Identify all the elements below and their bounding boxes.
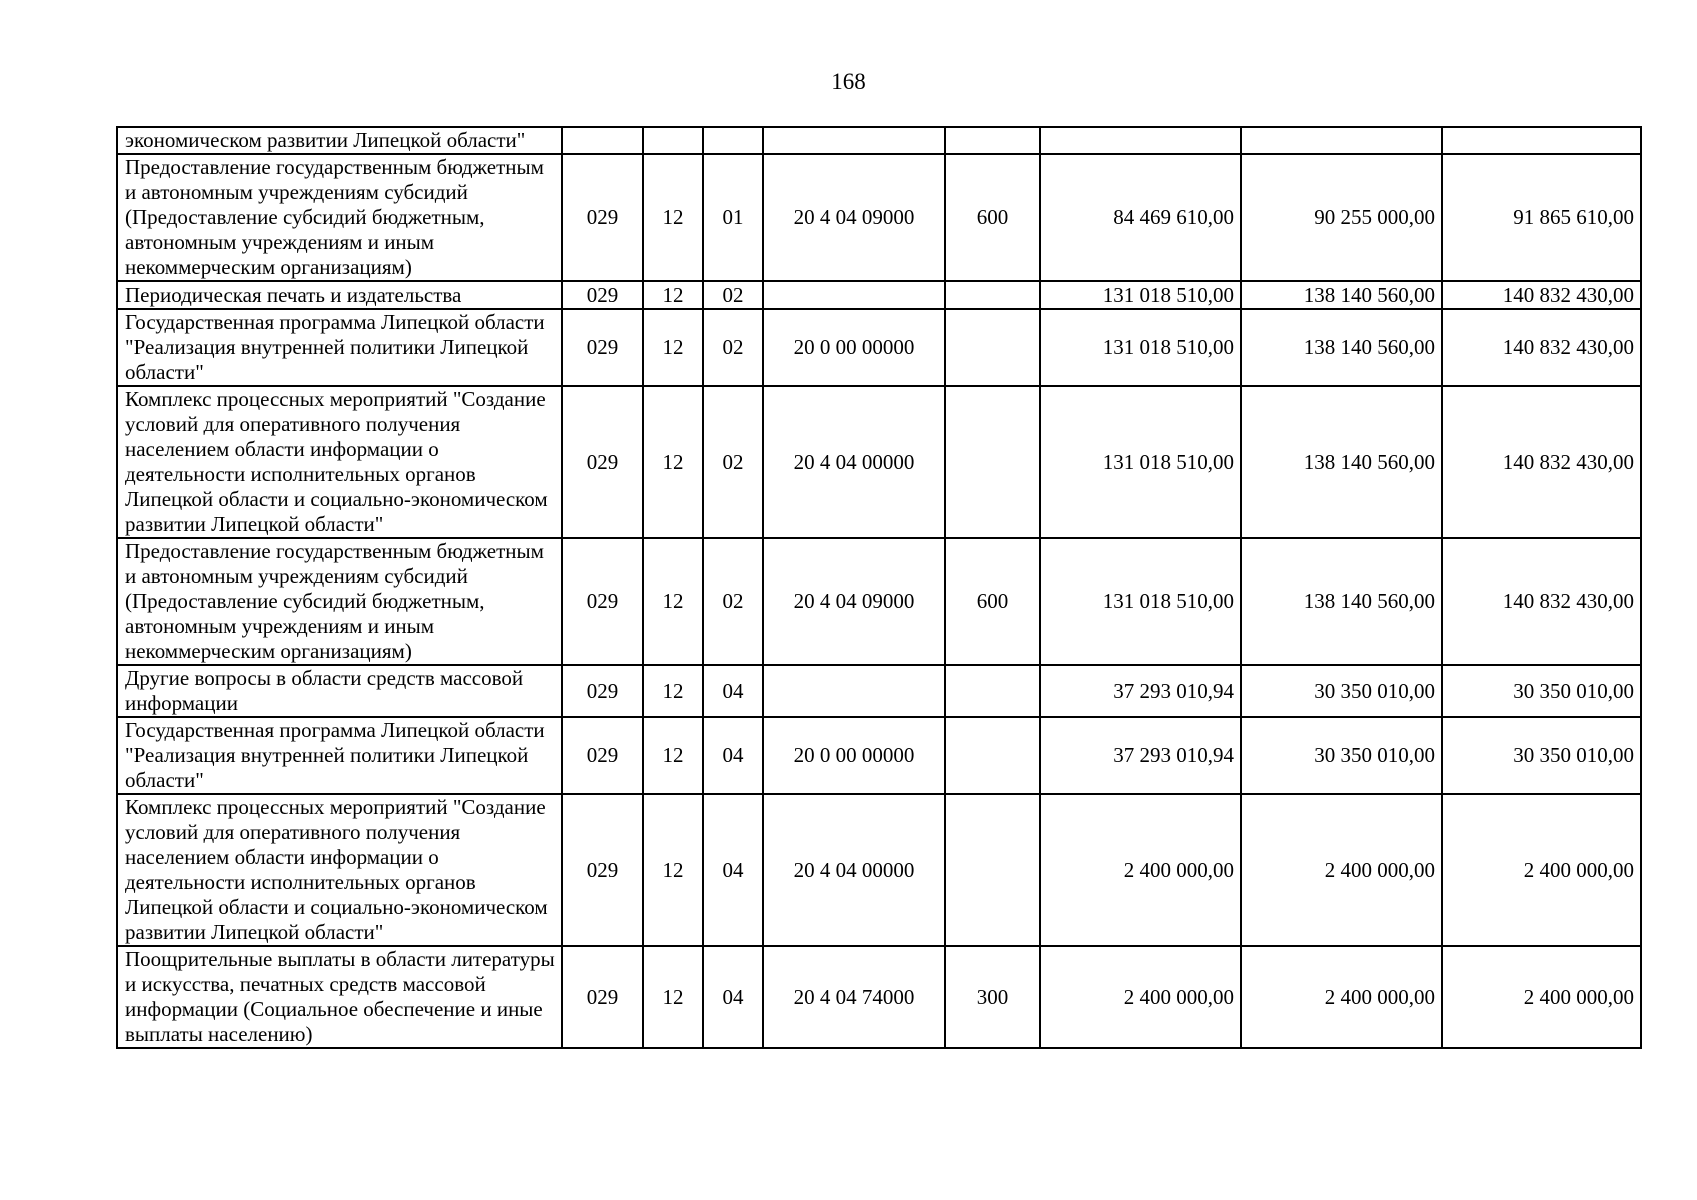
table-row xyxy=(117,946,1641,1048)
section-code-cell: 12 xyxy=(643,281,703,309)
amount-year1-cell: 2 400 000,00 xyxy=(1040,794,1241,946)
subsection-code-cell: 02 xyxy=(703,309,763,386)
amount-year2-cell xyxy=(1241,127,1442,154)
amount-year3-cell: 140 832 430,00 xyxy=(1442,281,1641,309)
target-article-cell: 20 4 04 09000 xyxy=(763,154,945,281)
amount-year3-cell: 2 400 000,00 xyxy=(1442,794,1641,946)
table-row xyxy=(117,665,1641,717)
department-code-cell: 029 xyxy=(562,281,643,309)
amount-year1-cell: 37 293 010,94 xyxy=(1040,665,1241,717)
section-code-cell: 12 xyxy=(643,309,703,386)
subsection-code-cell: 04 xyxy=(703,717,763,794)
item-name-cell: Предоставление государственным бюджетным и автономным учреждениям субсидий (Предоставление субсидий бюджетным, автономным учреждениям и иным некоммерческим организациям) xyxy=(117,154,562,281)
department-code-cell xyxy=(562,127,643,154)
amount-year1-cell: 131 018 510,00 xyxy=(1040,386,1241,538)
item-name-cell: Государственная программа Липецкой области "Реализация внутренней политики Липецкой области" xyxy=(117,717,562,794)
table-row xyxy=(117,127,1641,154)
item-name-cell: Другие вопросы в области средств массовой информации xyxy=(117,665,562,717)
expense-type-cell xyxy=(945,794,1040,946)
subsection-code-cell: 04 xyxy=(703,665,763,717)
amount-year3-cell xyxy=(1442,127,1641,154)
table-row xyxy=(117,386,1641,538)
subsection-code-cell: 04 xyxy=(703,946,763,1048)
department-code-cell: 029 xyxy=(562,386,643,538)
section-code-cell: 12 xyxy=(643,665,703,717)
amount-year3-cell: 140 832 430,00 xyxy=(1442,309,1641,386)
amount-year3-cell: 30 350 010,00 xyxy=(1442,717,1641,794)
table-row xyxy=(117,794,1641,946)
department-code-cell: 029 xyxy=(562,665,643,717)
target-article-cell: 20 0 00 00000 xyxy=(763,717,945,794)
department-code-cell: 029 xyxy=(562,717,643,794)
subsection-code-cell: 02 xyxy=(703,281,763,309)
amount-year1-cell: 37 293 010,94 xyxy=(1040,717,1241,794)
section-code-cell: 12 xyxy=(643,946,703,1048)
subsection-code-cell: 02 xyxy=(703,538,763,665)
amount-year2-cell: 30 350 010,00 xyxy=(1241,717,1442,794)
table-row xyxy=(117,309,1641,386)
amount-year2-cell: 90 255 000,00 xyxy=(1241,154,1442,281)
amount-year3-cell: 140 832 430,00 xyxy=(1442,386,1641,538)
section-code-cell: 12 xyxy=(643,717,703,794)
table-row xyxy=(117,281,1641,309)
amount-year2-cell: 2 400 000,00 xyxy=(1241,794,1442,946)
section-code-cell: 12 xyxy=(643,538,703,665)
amount-year1-cell: 131 018 510,00 xyxy=(1040,309,1241,386)
target-article-cell xyxy=(763,281,945,309)
section-code-cell xyxy=(643,127,703,154)
expense-type-cell xyxy=(945,665,1040,717)
expense-type-cell xyxy=(945,309,1040,386)
section-code-cell: 12 xyxy=(643,794,703,946)
expense-type-cell: 600 xyxy=(945,538,1040,665)
table-row xyxy=(117,154,1641,281)
department-code-cell: 029 xyxy=(562,154,643,281)
amount-year3-cell: 30 350 010,00 xyxy=(1442,665,1641,717)
item-name-cell: Комплекс процессных мероприятий "Создание условий для оперативного получения населением области информации о деятельности исполнительных органов Липецкой области и социально-экономическом развитии Липецкой области" xyxy=(117,794,562,946)
target-article-cell: 20 4 04 00000 xyxy=(763,794,945,946)
amount-year2-cell: 138 140 560,00 xyxy=(1241,386,1442,538)
amount-year2-cell: 30 350 010,00 xyxy=(1241,665,1442,717)
budget-table-body xyxy=(117,127,1641,1048)
target-article-cell: 20 4 04 74000 xyxy=(763,946,945,1048)
subsection-code-cell: 01 xyxy=(703,154,763,281)
item-name-cell: экономическом развитии Липецкой области" xyxy=(117,127,562,154)
subsection-code-cell xyxy=(703,127,763,154)
department-code-cell: 029 xyxy=(562,946,643,1048)
amount-year2-cell: 138 140 560,00 xyxy=(1241,281,1442,309)
amount-year2-cell: 138 140 560,00 xyxy=(1241,309,1442,386)
target-article-cell: 20 4 04 00000 xyxy=(763,386,945,538)
section-code-cell: 12 xyxy=(643,386,703,538)
target-article-cell: 20 4 04 09000 xyxy=(763,538,945,665)
department-code-cell: 029 xyxy=(562,794,643,946)
amount-year1-cell: 131 018 510,00 xyxy=(1040,281,1241,309)
target-article-cell xyxy=(763,127,945,154)
target-article-cell: 20 0 00 00000 xyxy=(763,309,945,386)
target-article-cell xyxy=(763,665,945,717)
page-number: 168 xyxy=(831,69,866,94)
expense-type-cell: 600 xyxy=(945,154,1040,281)
amount-year3-cell: 2 400 000,00 xyxy=(1442,946,1641,1048)
budget-table xyxy=(116,126,1642,1049)
amount-year1-cell: 131 018 510,00 xyxy=(1040,538,1241,665)
subsection-code-cell: 02 xyxy=(703,386,763,538)
amount-year1-cell xyxy=(1040,127,1241,154)
department-code-cell: 029 xyxy=(562,538,643,665)
item-name-cell: Комплекс процессных мероприятий "Создание условий для оперативного получения населением области информации о деятельности исполнительных органов Липецкой области и социально-экономическом развитии Липецкой области" xyxy=(117,386,562,538)
item-name-cell: Государственная программа Липецкой области "Реализация внутренней политики Липецкой области" xyxy=(117,309,562,386)
section-code-cell: 12 xyxy=(643,154,703,281)
amount-year3-cell: 140 832 430,00 xyxy=(1442,538,1641,665)
amount-year2-cell: 2 400 000,00 xyxy=(1241,946,1442,1048)
amount-year1-cell: 2 400 000,00 xyxy=(1040,946,1241,1048)
department-code-cell: 029 xyxy=(562,309,643,386)
table-row xyxy=(117,538,1641,665)
expense-type-cell xyxy=(945,717,1040,794)
item-name-cell: Периодическая печать и издательства xyxy=(117,281,562,309)
amount-year2-cell: 138 140 560,00 xyxy=(1241,538,1442,665)
item-name-cell: Предоставление государственным бюджетным и автономным учреждениям субсидий (Предоставление субсидий бюджетным, автономным учреждениям и иным некоммерческим организациям) xyxy=(117,538,562,665)
expense-type-cell xyxy=(945,127,1040,154)
expense-type-cell: 300 xyxy=(945,946,1040,1048)
item-name-cell: Поощрительные выплаты в области литературы и искусства, печатных средств массовой информации (Социальное обеспечение и иные выплаты населению) xyxy=(117,946,562,1048)
amount-year1-cell: 84 469 610,00 xyxy=(1040,154,1241,281)
expense-type-cell xyxy=(945,281,1040,309)
subsection-code-cell: 04 xyxy=(703,794,763,946)
table-row xyxy=(117,717,1641,794)
amount-year3-cell: 91 865 610,00 xyxy=(1442,154,1641,281)
expense-type-cell xyxy=(945,386,1040,538)
